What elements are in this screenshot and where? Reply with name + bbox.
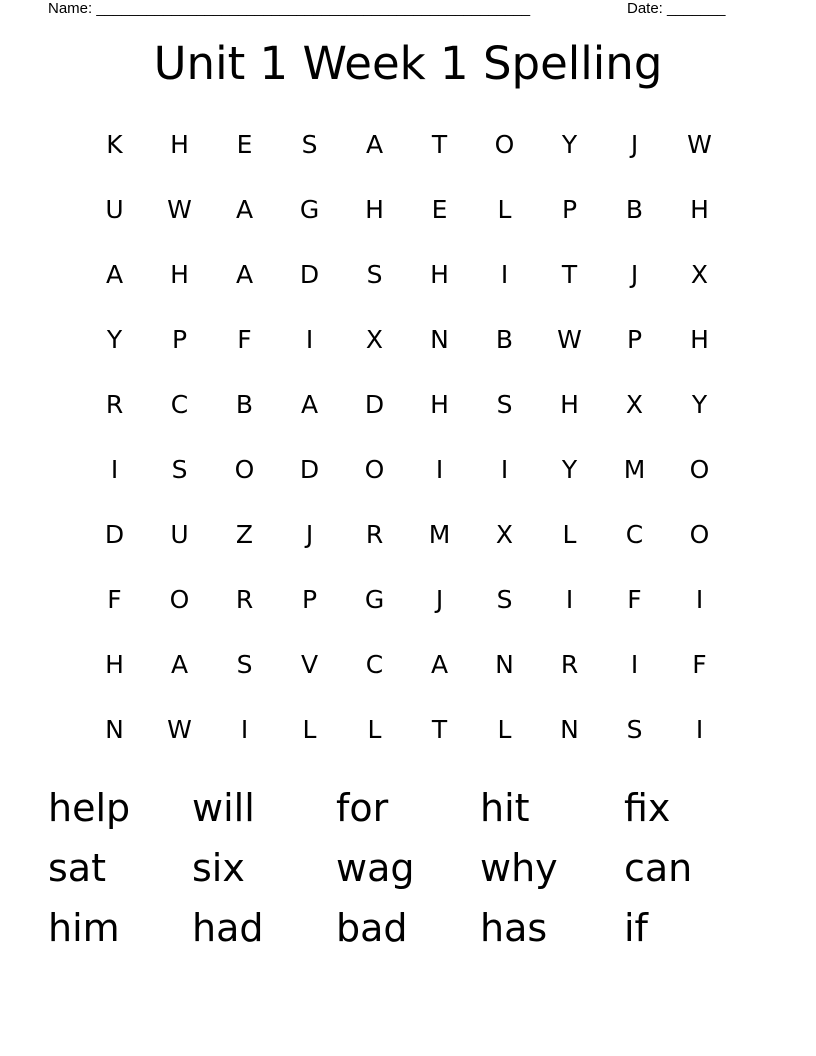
grid-cell: A (105, 260, 124, 289)
word-bank-item: if (624, 906, 648, 950)
grid-cell: R (365, 520, 384, 549)
grid-cell: B (235, 390, 254, 419)
grid-cell: A (235, 195, 254, 224)
grid-cell: A (235, 260, 254, 289)
grid-cell: I (305, 325, 314, 354)
grid-cell: W (687, 130, 712, 159)
grid-cell: N (495, 650, 514, 679)
page-title: Unit 1 Week 1 Spelling (153, 37, 663, 90)
word-bank-item: six (192, 846, 245, 890)
grid-cell: Y (561, 130, 578, 159)
grid-cell: I (240, 715, 249, 744)
grid-cell: H (170, 260, 189, 289)
grid-cell: H (170, 130, 189, 159)
word-bank-item: for (336, 786, 389, 830)
word-bank-item: wag (336, 846, 415, 890)
grid-cell: L (562, 520, 577, 549)
grid-cell: C (365, 650, 384, 679)
grid-cell: U (105, 195, 124, 224)
grid-cell: P (626, 325, 643, 354)
grid-cell: M (623, 455, 646, 484)
grid-cell: I (110, 455, 119, 484)
word-bank-item: had (192, 906, 264, 950)
grid-cell: S (171, 455, 188, 484)
grid-cell: L (497, 715, 512, 744)
grid-cell: I (695, 585, 704, 614)
grid-cell: J (630, 130, 639, 159)
grid-cell: I (500, 260, 509, 289)
grid-cell: G (364, 585, 385, 614)
grid-cell: R (560, 650, 579, 679)
grid-cell: J (630, 260, 639, 289)
grid-cell: H (430, 390, 449, 419)
grid-cell: Y (106, 325, 123, 354)
grid-cell: N (105, 715, 124, 744)
word-bank (48, 778, 768, 958)
grid-cell: T (431, 130, 448, 159)
word-bank-item: can (624, 846, 693, 890)
grid-cell: B (495, 325, 514, 354)
grid-cell: W (557, 325, 582, 354)
grid-cell: H (105, 650, 124, 679)
grid-cell: O (689, 455, 710, 484)
grid-cell: A (170, 650, 189, 679)
grid-cell: X (625, 390, 644, 419)
grid-cell: Y (561, 455, 578, 484)
grid-cell: O (169, 585, 190, 614)
grid-cell: P (561, 195, 578, 224)
name-field-label: Name: ____________________________________________________ (48, 0, 531, 17)
grid-cell: H (690, 325, 709, 354)
grid-cell: H (365, 195, 384, 224)
grid-cell: P (171, 325, 188, 354)
grid-cell: U (170, 520, 189, 549)
grid-cell: A (365, 130, 384, 159)
grid-cell: O (234, 455, 255, 484)
grid-cell: S (366, 260, 383, 289)
grid-cell: Z (235, 520, 254, 549)
grid-cell: L (367, 715, 382, 744)
word-bank-item: why (480, 846, 558, 890)
grid-cell: J (305, 520, 314, 549)
grid-cell: B (625, 195, 644, 224)
grid-cell: N (430, 325, 449, 354)
grid-cell: F (107, 585, 122, 614)
grid-cell: I (695, 715, 704, 744)
grid-cell: I (630, 650, 639, 679)
grid-cell: R (105, 390, 124, 419)
grid-cell: O (689, 520, 710, 549)
word-bank-item: fix (624, 786, 671, 830)
grid-cell: A (300, 390, 319, 419)
grid-cell: H (690, 195, 709, 224)
grid-cell: L (302, 715, 317, 744)
word-bank-item: bad (336, 906, 408, 950)
grid-cell: E (431, 195, 448, 224)
grid-cell: D (364, 390, 385, 419)
grid-cell: F (692, 650, 707, 679)
grid-cell: T (561, 260, 578, 289)
word-bank-item: help (48, 786, 131, 830)
grid-cell: I (565, 585, 574, 614)
grid-cell: H (430, 260, 449, 289)
grid-cell: W (167, 195, 192, 224)
grid-cell: I (435, 455, 444, 484)
grid-cell: S (496, 585, 513, 614)
grid-cell: H (560, 390, 579, 419)
grid-cell: C (170, 390, 189, 419)
word-bank-item: hit (480, 786, 530, 830)
word-bank-item: sat (48, 846, 106, 890)
grid-cell: F (627, 585, 642, 614)
worksheet-header (0, 0, 816, 22)
date-field-label: Date: _______ (627, 0, 726, 17)
grid-cell: C (625, 520, 644, 549)
grid-cell: X (495, 520, 514, 549)
grid-cell: F (237, 325, 252, 354)
grid-cell: D (104, 520, 125, 549)
grid-cell: V (300, 650, 319, 679)
grid-cell: S (301, 130, 318, 159)
grid-cell: M (428, 520, 451, 549)
grid-cell: K (106, 130, 123, 159)
grid-cell: G (299, 195, 320, 224)
grid-cell: O (364, 455, 385, 484)
grid-cell: W (167, 715, 192, 744)
grid-cell: P (301, 585, 318, 614)
grid-cell: T (431, 715, 448, 744)
grid-cell: J (435, 585, 444, 614)
grid-cell: D (299, 455, 320, 484)
grid-cell: X (690, 260, 709, 289)
grid-cell: X (365, 325, 384, 354)
grid-cell: L (497, 195, 512, 224)
grid-cell: S (236, 650, 253, 679)
word-search-grid (82, 112, 732, 762)
grid-cell: A (430, 650, 449, 679)
grid-cell: I (500, 455, 509, 484)
grid-cell: O (494, 130, 515, 159)
grid-cell: N (560, 715, 579, 744)
word-bank-item: has (480, 906, 548, 950)
word-bank-item: will (192, 786, 255, 830)
grid-cell: S (626, 715, 643, 744)
grid-cell: S (496, 390, 513, 419)
grid-cell: R (235, 585, 254, 614)
grid-cell: E (236, 130, 253, 159)
grid-cell: Y (691, 390, 708, 419)
grid-cell: D (299, 260, 320, 289)
word-bank-item: him (48, 906, 120, 950)
